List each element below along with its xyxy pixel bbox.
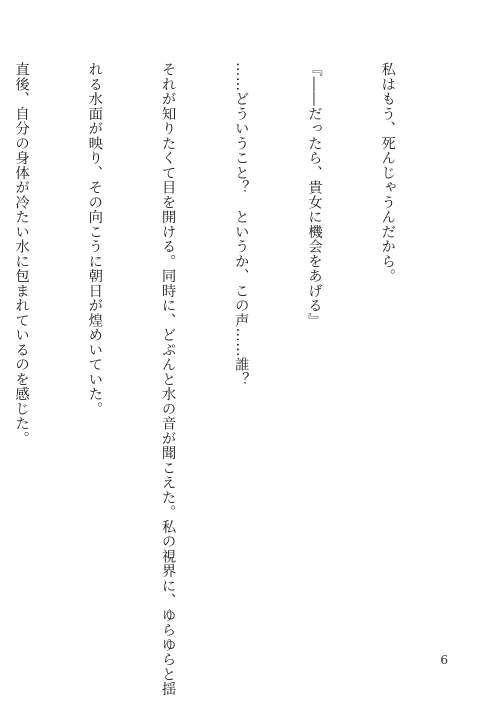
text-line: 『――だったら、貴女に機会をあげる』: [305, 62, 322, 328]
text-line: 私はもう、死んじゃうんだから。: [379, 62, 396, 284]
text-line: ……どういうこと？ というか、この声……誰？: [232, 62, 249, 387]
text-line: それが知りたくて目を開ける。同時に、どぷんと水の音が聞こえた。私の視界に、ゆらゆらと揺: [159, 62, 176, 697]
page-number: 6: [440, 653, 448, 667]
text-line: れる水面が映り、その向こうに朝日が煌めいていた。: [86, 62, 103, 416]
vertical-body-text: [0, 62, 448, 697]
text-line: 直後、自分の身体が冷たい水に包まれているのを感じた。: [13, 62, 30, 446]
